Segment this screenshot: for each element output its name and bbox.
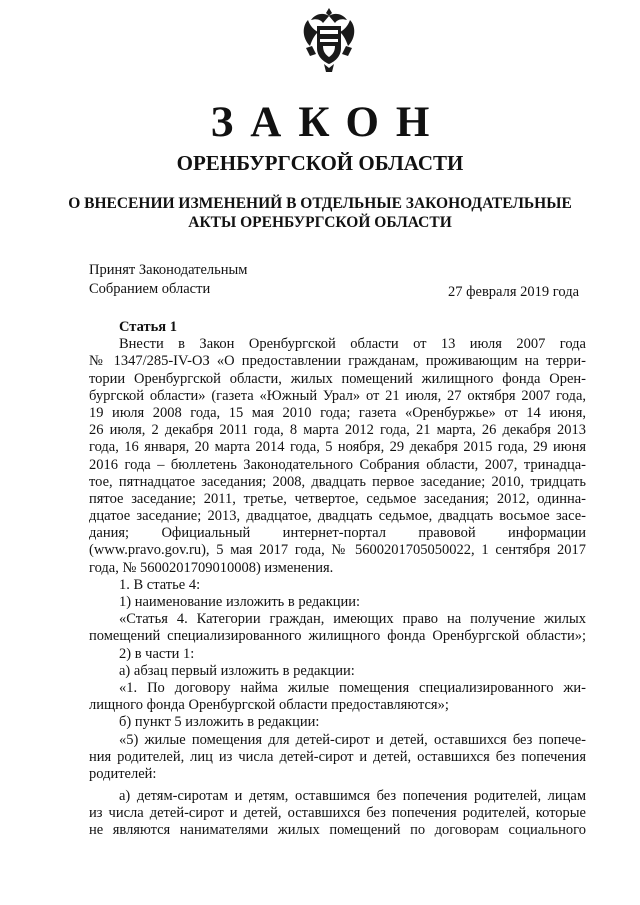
document-type-title: ЗАКОН (210, 99, 447, 146)
body-line: родителей: (89, 765, 157, 782)
body-line: № 1347/285-IV-ОЗ «О предоставлении гражданам, проживающим на терри- (89, 353, 586, 370)
body-line: не являются нанимателями жилых помещений по договорам социального (89, 822, 586, 839)
body-line: а) абзац первый изложить в редакции: (119, 662, 355, 679)
law-subject-line-2: АКТЫ ОРЕНБУРГСКОЙ ОБЛАСТИ (188, 214, 452, 231)
body-line: «5) жилые помещения для детей-сирот и детей, оставшихся без попече- (119, 731, 586, 748)
adoption-line-1: Принят Законодательным (89, 262, 248, 278)
body-line: дцатое заседание; 2013, двадцатое, двадцать седьмое, двадцать восьмое засе- (89, 508, 586, 525)
body-line: из числа детей-сирот и детей, оставшихся без попечения родителей, которые (89, 805, 586, 822)
region-title: ОРЕНБУРГСКОЙ ОБЛАСТИ (176, 151, 464, 175)
body-line: 2) в части 1: (119, 645, 195, 662)
body-line: а) детям-сиротам и детям, оставшимся без попечения родителей, лицам (119, 788, 586, 805)
body-line: 2016 года – бюллетень Законодательного Собрания области, 2007, тринадца- (89, 456, 586, 473)
adoption-line-2: Собранием области (89, 281, 211, 297)
body-line: лищного фонда Оренбургской области предоставляются»; (89, 697, 449, 714)
body-line: «Статья 4. Категории граждан, имеющих право на получение жилых (119, 611, 586, 628)
article-heading: Статья 1 (119, 319, 177, 335)
body-line: б) пункт 5 изложить в редакции: (119, 714, 320, 731)
body-line: года, 16 января, 20 марта 2014 года, 5 ноября, 29 декабря 2015 года, 29 июня (89, 439, 586, 456)
body-line: бургской области» (газета «Южный Урал» от 21 июля, 27 октября 2007 года, (89, 387, 586, 404)
body-line: 1) наименование изложить в редакции: (119, 594, 361, 610)
body-line: года, № 5600201709010008) изменения. (89, 559, 334, 576)
body-line: 26 июля, 2 декабря 2011 года, 8 марта 2012 года, 21 марта, 26 декабря 2013 (89, 422, 586, 439)
body-line: помещений специализированного жилищного фонда Оренбургской области»; (89, 628, 586, 645)
body-line: 19 июля 2008 года, 15 мая 2010 года; газета «Оренбуржье» от 14 июня, (89, 404, 586, 421)
body-line: ния родителей, лиц из числа детей-сирот и детей, оставшихся без попечения (89, 748, 586, 765)
law-body (89, 319, 586, 840)
body-line: «1. По договору найма жилые помещения специализированного жи- (119, 679, 586, 696)
body-line: тории Оренбургской области, жилых помещений жилищного фонда Орен- (89, 370, 586, 387)
adoption-date: 27 февраля 2019 года (448, 284, 580, 300)
law-subject-line-1: О ВНЕСЕНИИ ИЗМЕНЕНИЙ В ОТДЕЛЬНЫЕ ЗАКОНОДАТЕЛЬНЫЕ (68, 195, 572, 212)
coat-of-arms-emblem (300, 6, 358, 76)
body-line: пятое заседание; 2011, третье, четвертое, седьмое заседания; 2012, одинна- (89, 490, 586, 507)
body-line: (www.pravo.gov.ru), 5 мая 2017 года, № 5600201705050022, 1 сентября 2017 (89, 542, 586, 559)
body-line: дания; Официальный интернет-портал правовой информации (89, 525, 586, 542)
body-line: тое, пятнадцатое заседания; 2008, двадцать первое заседание; 2010, тридцать (89, 473, 586, 490)
body-line: Внести в Закон Оренбургской области от 13 июля 2007 года (119, 336, 586, 353)
body-line: 1. В статье 4: (119, 576, 201, 593)
